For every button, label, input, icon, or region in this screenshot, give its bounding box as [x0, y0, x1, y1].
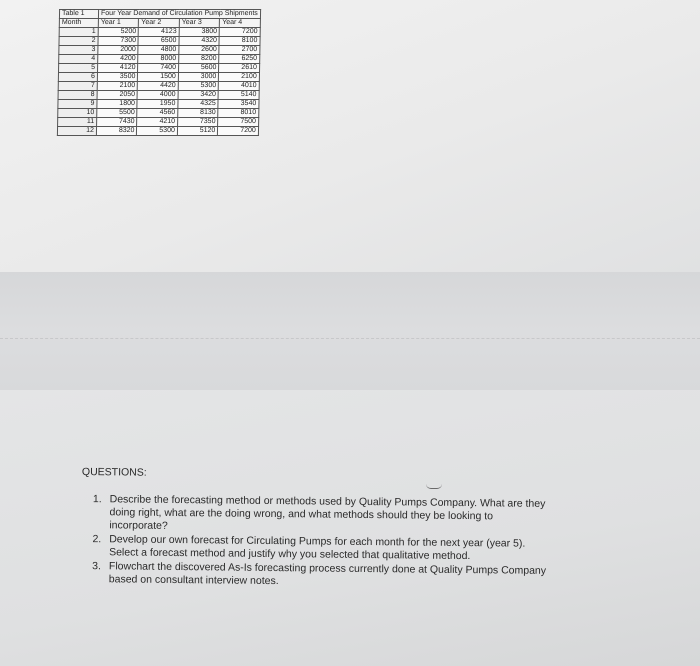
table-row	[58, 100, 259, 109]
demand-cell: 8130	[178, 109, 219, 118]
table-row	[58, 73, 259, 82]
table-row	[59, 64, 260, 73]
demand-cell: 1950	[137, 100, 178, 109]
demand-cell: 1500	[138, 73, 179, 82]
table-row	[59, 37, 260, 46]
demand-cell: 3800	[179, 28, 220, 37]
month-cell: 5	[59, 64, 98, 73]
question-text	[109, 560, 619, 591]
demand-cell: 6500	[138, 37, 179, 46]
question-line: Develop our own forecast for Circulating Pumps for each month for the next year (year 5).	[109, 533, 526, 550]
demand-cell: 2700	[219, 46, 260, 55]
question-line: Describe the forecasting method or methods used by Quality Pumps Company. What are they	[109, 493, 546, 510]
column-header-year2: Year 2	[139, 19, 180, 28]
column-header-month: Month	[59, 19, 98, 28]
demand-cell: 7350	[177, 118, 218, 127]
demand-cell: 5500	[97, 109, 138, 118]
demand-cell: 2100	[219, 73, 260, 82]
question-number: 2.	[92, 533, 102, 546]
table-row	[59, 55, 260, 64]
table-row	[57, 127, 258, 136]
demand-cell: 5120	[177, 127, 218, 136]
demand-cell: 6250	[219, 55, 260, 64]
demand-cell: 7430	[97, 118, 138, 127]
demand-cell: 7300	[98, 37, 139, 46]
demand-cell: 5300	[137, 127, 178, 136]
demand-cell: 4325	[178, 100, 219, 109]
demand-cell: 5200	[98, 28, 139, 37]
question-line: Flowchart the discovered As-Is forecasting process currently done at Quality Pumps Company	[108, 560, 547, 577]
question-text	[109, 493, 619, 537]
demand-cell: 7200	[219, 28, 260, 37]
demand-cell: 1800	[97, 100, 138, 109]
demand-cell: 4800	[138, 46, 179, 55]
column-header-year3: Year 3	[179, 19, 220, 28]
demand-cell: 8320	[96, 127, 137, 136]
demand-cell: 2600	[179, 46, 220, 55]
demand-table-container	[57, 9, 261, 136]
questions-heading: QUESTIONS:	[81, 466, 147, 479]
month-cell: 2	[59, 37, 98, 46]
month-cell: 4	[59, 55, 98, 64]
table-row	[59, 46, 260, 55]
question-number: 3.	[92, 560, 102, 573]
demand-cell: 5300	[178, 82, 219, 91]
question-item	[79, 493, 619, 538]
column-header-year1: Year 1	[98, 19, 139, 28]
table-row	[58, 118, 259, 127]
month-cell: 8	[58, 91, 97, 100]
table-row	[59, 28, 260, 37]
demand-cell: 3540	[218, 100, 259, 109]
table-row	[58, 109, 259, 118]
table-title: Four Year Demand of Circulation Pump Shipments	[98, 10, 260, 19]
demand-cell: 4320	[179, 37, 220, 46]
demand-cell: 2000	[98, 46, 139, 55]
demand-cell: 2610	[219, 64, 260, 73]
demand-cell: 2100	[97, 82, 138, 91]
month-cell: 7	[58, 82, 97, 91]
demand-cell: 8010	[218, 109, 259, 118]
demand-cell: 8200	[179, 55, 220, 64]
demand-cell: 7200	[218, 127, 259, 136]
demand-cell: 8100	[219, 37, 260, 46]
month-cell: 11	[58, 118, 97, 127]
demand-cell: 3000	[178, 73, 219, 82]
questions-section	[79, 466, 620, 593]
page-gap	[0, 272, 700, 390]
demand-cell: 4210	[137, 118, 178, 127]
table-row	[58, 91, 259, 100]
question-text	[109, 533, 619, 564]
table-row	[58, 82, 259, 91]
question-line: doing right, what are the doing wrong, and what methods should they be looking to	[109, 506, 494, 523]
demand-table	[57, 9, 261, 136]
demand-cell: 4120	[98, 64, 139, 73]
demand-cell: 4123	[139, 28, 180, 37]
month-cell: 3	[59, 46, 98, 55]
demand-cell: 4000	[137, 91, 178, 100]
demand-cell: 4010	[219, 82, 260, 91]
question-item	[79, 560, 619, 592]
table-title-row	[59, 10, 260, 19]
month-cell: 6	[58, 73, 97, 82]
table-label: Table 1	[59, 10, 98, 19]
month-cell: 9	[58, 100, 97, 109]
demand-cell: 5140	[218, 91, 259, 100]
question-line: based on consultant interview notes.	[108, 573, 279, 588]
demand-cell: 4560	[137, 109, 178, 118]
demand-cell: 4200	[98, 55, 139, 64]
demand-cell: 7500	[218, 118, 259, 127]
question-line: Select a forecast method and justify why you selected that qualitative method.	[109, 546, 471, 563]
demand-cell: 7400	[138, 64, 179, 73]
month-cell: 1	[59, 28, 98, 37]
demand-cell: 2050	[97, 91, 138, 100]
demand-cell: 3500	[97, 73, 138, 82]
question-number: 1.	[92, 493, 102, 506]
table-header-row	[59, 19, 260, 28]
demand-cell: 5600	[178, 64, 219, 73]
demand-cell: 8000	[138, 55, 179, 64]
questions-list	[79, 493, 620, 592]
demand-cell: 3420	[178, 91, 219, 100]
month-cell: 12	[57, 127, 96, 136]
column-header-year4: Year 4	[220, 19, 261, 28]
question-line: incorporate?	[109, 519, 168, 532]
month-cell: 10	[58, 109, 97, 118]
demand-cell: 4420	[138, 82, 179, 91]
